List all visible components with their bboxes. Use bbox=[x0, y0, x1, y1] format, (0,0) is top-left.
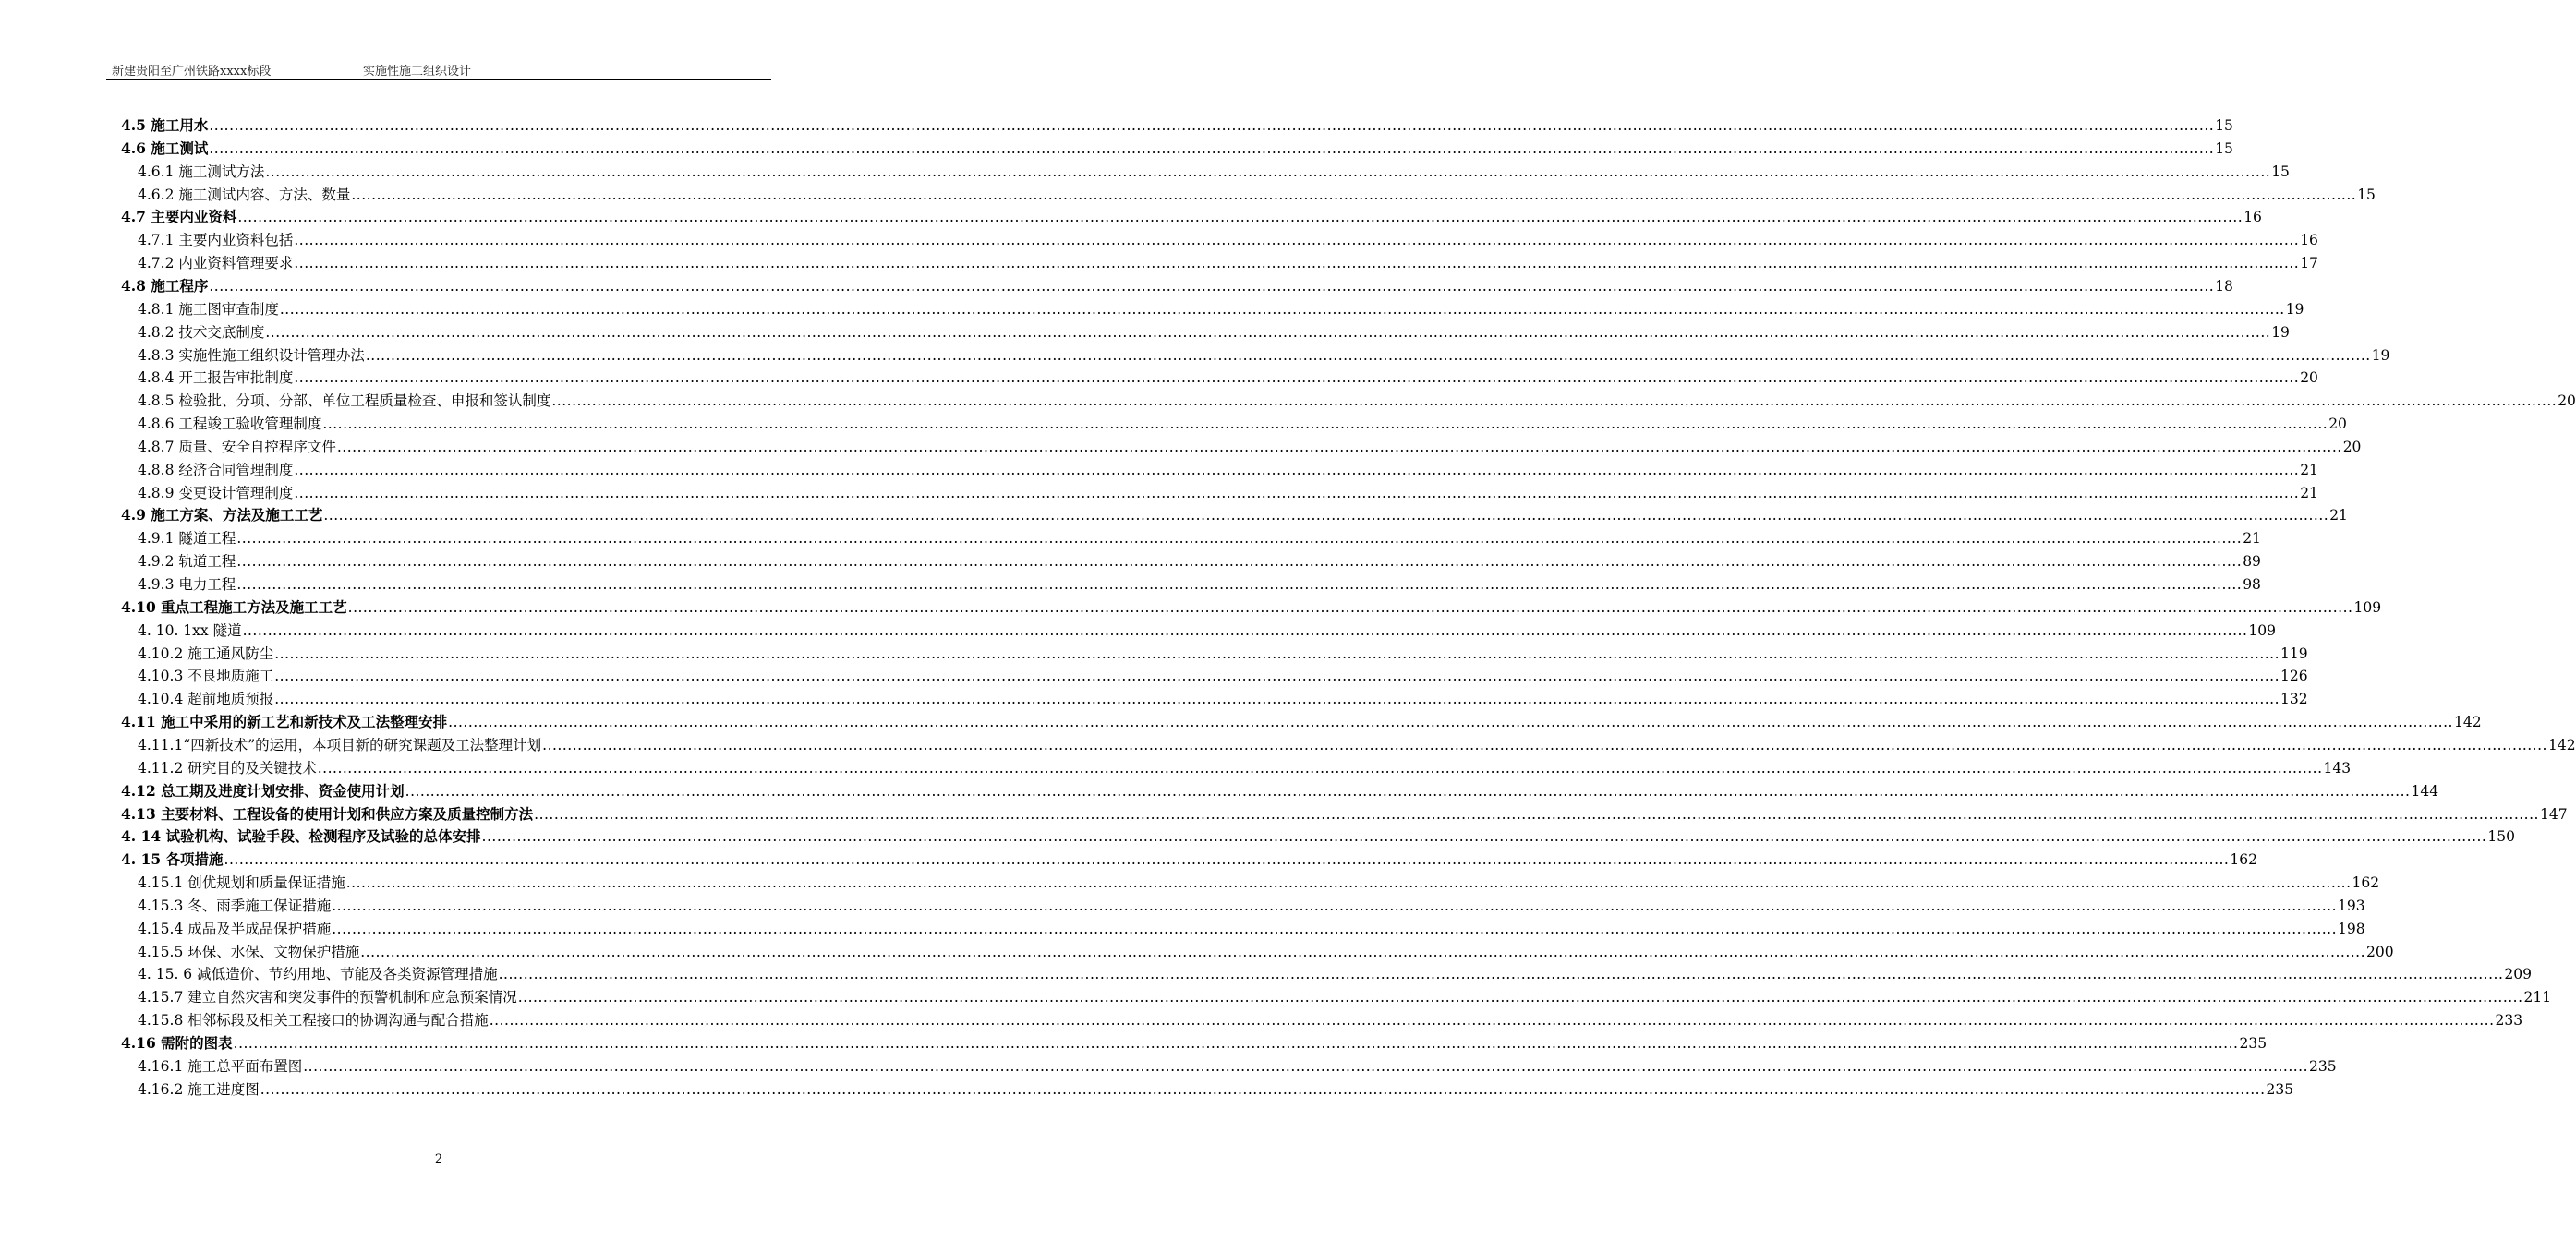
toc-entry-title: 4.11.2 研究目的及关键技术 bbox=[138, 760, 317, 777]
toc-entry-page: 162 bbox=[2230, 851, 2257, 868]
toc-entry[interactable] bbox=[138, 941, 2394, 963]
toc-entry-title: 4. 15 各项措施 bbox=[121, 850, 224, 868]
toc-leader-dots: ................................................................................................................................................................................................................................................................................................................................................................................................................ bbox=[236, 530, 2243, 547]
toc-entry-title: 4.7 主要内业资料 bbox=[121, 208, 237, 225]
toc-entry-page: 150 bbox=[2487, 828, 2515, 845]
header-document-title: 实施性施工组织设计 bbox=[363, 65, 472, 78]
toc-entry-page: 162 bbox=[2352, 874, 2380, 891]
toc-entry-title: 4.16.2 施工进度图 bbox=[138, 1081, 260, 1098]
toc-entry-page: 15 bbox=[2271, 163, 2290, 180]
toc-entry-title: 4.7.2 内业资料管理要求 bbox=[138, 255, 294, 271]
toc-leader-dots: ................................................................................................................................................................................................................................................................................................................................................................................................................ bbox=[224, 851, 2230, 868]
toc-entry[interactable] bbox=[138, 1009, 2523, 1031]
toc-entry[interactable] bbox=[121, 780, 2439, 802]
toc-entry-title: 4.16 需附的图表 bbox=[121, 1034, 233, 1052]
toc-leader-dots: ................................................................................................................................................................................................................................................................................................................................................................................................................ bbox=[534, 806, 2539, 823]
toc-entry[interactable] bbox=[121, 206, 2262, 228]
toc-leader-dots: ................................................................................................................................................................................................................................................................................................................................................................................................................ bbox=[265, 163, 2271, 180]
toc-entry-page: 16 bbox=[2300, 232, 2318, 248]
toc-entry-page: 209 bbox=[2504, 966, 2532, 982]
toc-leader-dots: ................................................................................................................................................................................................................................................................................................................................................................................................................ bbox=[233, 1035, 2239, 1052]
toc-entry-title: 4.12 总工期及进度计划安排、资金使用计划 bbox=[121, 782, 405, 800]
toc-entry-title: 4.8.8 经济合同管理制度 bbox=[138, 462, 294, 478]
toc-entry-page: 147 bbox=[2539, 806, 2568, 823]
toc-leader-dots: ................................................................................................................................................................................................................................................................................................................................................................................................................ bbox=[323, 507, 2329, 524]
toc-entry-title: 4.6.1 施工测试方法 bbox=[138, 163, 265, 180]
toc-entry[interactable] bbox=[121, 275, 2233, 297]
toc-leader-dots: ................................................................................................................................................................................................................................................................................................................................................................................................................ bbox=[294, 232, 2300, 248]
toc-leader-dots: ................................................................................................................................................................................................................................................................................................................................................................................................................ bbox=[498, 966, 2504, 982]
toc-entry-page: 144 bbox=[2411, 783, 2439, 800]
toc-leader-dots: ................................................................................................................................................................................................................................................................................................................................................................................................................ bbox=[274, 645, 2280, 662]
toc-entry-page: 21 bbox=[2300, 485, 2318, 501]
toc-entry[interactable] bbox=[121, 596, 2382, 619]
toc-entry[interactable] bbox=[121, 803, 2568, 825]
toc-leader-dots: ................................................................................................................................................................................................................................................................................................................................................................................................................ bbox=[242, 622, 2248, 639]
toc-entry-title: 4.6.2 施工测试内容、方法、数量 bbox=[138, 187, 351, 203]
toc-entry-title: 4.8.2 技术交底制度 bbox=[138, 324, 265, 341]
toc-entry[interactable] bbox=[138, 367, 2318, 389]
toc-entry-title: 4.15.3 冬、雨季施工保证措施 bbox=[138, 898, 332, 914]
toc-entry[interactable] bbox=[138, 665, 2308, 687]
toc-entry-page: 198 bbox=[2338, 921, 2365, 937]
toc-entry-page: 19 bbox=[2285, 301, 2304, 318]
toc-entry-title: 4.15.5 环保、水保、文物保护措施 bbox=[138, 944, 360, 960]
toc-leader-dots: ................................................................................................................................................................................................................................................................................................................................................................................................................ bbox=[279, 301, 2285, 318]
toc-entry[interactable] bbox=[138, 895, 2365, 917]
toc-entry-title: 4.11.1“四新技术”的运用，本项目新的研究课题及工法整理计划 bbox=[138, 737, 542, 753]
toc-entry-title: 4.10.2 施工通风防尘 bbox=[138, 645, 274, 662]
toc-entry[interactable] bbox=[138, 459, 2318, 481]
toc-entry-page: 15 bbox=[2215, 140, 2233, 157]
toc-entry-title: 4.15.7 建立自然灾害和突发事件的预警机制和应急预案情况 bbox=[138, 989, 517, 1006]
toc-entry[interactable] bbox=[138, 1055, 2337, 1078]
toc-leader-dots: ................................................................................................................................................................................................................................................................................................................................................................................................................ bbox=[209, 117, 2215, 134]
toc-entry[interactable] bbox=[138, 918, 2365, 940]
toc-entry-page: 126 bbox=[2280, 668, 2308, 684]
toc-leader-dots: ................................................................................................................................................................................................................................................................................................................................................................................................................ bbox=[322, 416, 2328, 432]
toc-entry-title: 4.10 重点工程施工方法及施工工艺 bbox=[121, 598, 347, 616]
toc-entry[interactable] bbox=[121, 849, 2257, 871]
toc-leader-dots: ................................................................................................................................................................................................................................................................................................................................................................................................................ bbox=[265, 324, 2271, 341]
toc-entry[interactable] bbox=[138, 1078, 2294, 1101]
toc-entry-title: 4.7.1 主要内业资料包括 bbox=[138, 232, 294, 248]
toc-leader-dots: ................................................................................................................................................................................................................................................................................................................................................................................................................ bbox=[317, 760, 2323, 777]
toc-entry[interactable] bbox=[138, 688, 2308, 710]
page-header bbox=[106, 57, 771, 80]
toc-entry-page: 109 bbox=[2353, 599, 2382, 616]
toc-entry-page: 18 bbox=[2215, 278, 2233, 295]
toc-entry-title: 4.8.4 开工报告审批制度 bbox=[138, 369, 294, 386]
toc-entry[interactable] bbox=[138, 757, 2352, 779]
toc-leader-dots: ................................................................................................................................................................................................................................................................................................................................................................................................................ bbox=[365, 347, 2371, 364]
toc-entry-page: 193 bbox=[2338, 898, 2365, 914]
toc-leader-dots: ................................................................................................................................................................................................................................................................................................................................................................................................................ bbox=[332, 898, 2338, 914]
toc-entry[interactable] bbox=[138, 321, 2290, 343]
toc-entry-title: 4.16.1 施工总平面布置图 bbox=[138, 1058, 303, 1075]
toc-entry-page: 235 bbox=[2239, 1035, 2268, 1052]
toc-entry[interactable] bbox=[121, 114, 2233, 137]
toc-entry[interactable] bbox=[138, 620, 2276, 642]
toc-entry-title: 4.15.1 创优规划和质量保证措施 bbox=[138, 874, 345, 891]
toc-entry[interactable] bbox=[121, 1032, 2268, 1054]
toc-entry-page: 142 bbox=[2453, 714, 2482, 730]
toc-leader-dots: ................................................................................................................................................................................................................................................................................................................................................................................................................ bbox=[209, 140, 2215, 157]
toc-entry[interactable] bbox=[138, 252, 2318, 274]
toc-entry-title: 4.8.3 实施性施工组织设计管理办法 bbox=[138, 347, 365, 364]
toc-entry-page: 109 bbox=[2248, 622, 2276, 639]
toc-entry-title: 4.8 施工程序 bbox=[121, 277, 209, 295]
toc-entry-title: 4.5 施工用水 bbox=[121, 116, 209, 134]
toc-entry-page: 20 bbox=[2558, 392, 2576, 409]
toc-entry-page: 16 bbox=[2243, 209, 2262, 225]
toc-entry-page: 20 bbox=[2300, 369, 2318, 386]
toc-entry-page: 89 bbox=[2243, 553, 2261, 570]
toc-entry-page: 211 bbox=[2523, 989, 2552, 1006]
toc-entry[interactable] bbox=[138, 229, 2318, 251]
toc-leader-dots: ................................................................................................................................................................................................................................................................................................................................................................................................................ bbox=[294, 369, 2300, 386]
toc-entry-title: 4.9 施工方案、方法及施工工艺 bbox=[121, 506, 323, 524]
toc-entry-page: 21 bbox=[2243, 530, 2261, 547]
toc-entry[interactable] bbox=[138, 184, 2376, 206]
toc-leader-dots: ................................................................................................................................................................................................................................................................................................................................................................................................................ bbox=[274, 668, 2280, 684]
toc-leader-dots: ................................................................................................................................................................................................................................................................................................................................................................................................................ bbox=[303, 1058, 2309, 1075]
toc-entry-title: 4. 14 试验机构、试验手段、检测程序及试验的总体安排 bbox=[121, 827, 481, 845]
toc-leader-dots: ................................................................................................................................................................................................................................................................................................................................................................................................................ bbox=[332, 921, 2338, 937]
toc-entry[interactable] bbox=[138, 963, 2532, 985]
toc-entry-page: 15 bbox=[2215, 117, 2233, 134]
toc-entry-title: 4.8.6 工程竣工验收管理制度 bbox=[138, 416, 322, 432]
toc-entry[interactable] bbox=[138, 161, 2290, 183]
toc-entry-page: 98 bbox=[2243, 576, 2261, 593]
toc-leader-dots: ................................................................................................................................................................................................................................................................................................................................................................................................................ bbox=[237, 209, 2243, 225]
toc-entry-title: 4.10.3 不良地质施工 bbox=[138, 668, 274, 684]
toc-entry-title: 4.6 施工测试 bbox=[121, 139, 209, 157]
toc-entry-title: 4. 15. 6 减低造价、节约用地、节能及各类资源管理措施 bbox=[138, 966, 498, 982]
toc-entry[interactable] bbox=[138, 436, 2362, 458]
toc-entry-page: 235 bbox=[2309, 1058, 2337, 1075]
toc-entry-title: 4.15.4 成品及半成品保护措施 bbox=[138, 921, 332, 937]
toc-entry-page: 17 bbox=[2300, 255, 2318, 271]
toc-entry-page: 233 bbox=[2495, 1012, 2523, 1029]
toc-leader-dots: ................................................................................................................................................................................................................................................................................................................................................................................................................ bbox=[347, 599, 2353, 616]
toc-entry-page: 19 bbox=[2271, 324, 2290, 341]
toc-leader-dots: ................................................................................................................................................................................................................................................................................................................................................................................................................ bbox=[551, 392, 2558, 409]
toc-entry-page: 21 bbox=[2329, 507, 2348, 524]
toc-leader-dots: ................................................................................................................................................................................................................................................................................................................................................................................................................ bbox=[236, 576, 2243, 593]
toc-leader-dots: ................................................................................................................................................................................................................................................................................................................................................................................................................ bbox=[351, 187, 2357, 203]
toc-entry-title: 4.10.4 超前地质预报 bbox=[138, 691, 274, 707]
toc-entry[interactable] bbox=[121, 504, 2348, 526]
toc-entry-title: 4.8.9 变更设计管理制度 bbox=[138, 485, 294, 501]
toc-entry-page: 19 bbox=[2371, 347, 2390, 364]
toc-leader-dots: ................................................................................................................................................................................................................................................................................................................................................................................................................ bbox=[448, 714, 2453, 730]
toc-leader-dots: ................................................................................................................................................................................................................................................................................................................................................................................................................ bbox=[345, 874, 2352, 891]
toc-entry[interactable] bbox=[138, 390, 2576, 412]
toc-entry-page: 119 bbox=[2280, 645, 2308, 662]
toc-entry-page: 132 bbox=[2280, 691, 2308, 707]
toc-entry-title: 4.9.2 轨道工程 bbox=[138, 553, 236, 570]
toc-entry[interactable] bbox=[138, 298, 2304, 320]
toc-leader-dots: ................................................................................................................................................................................................................................................................................................................................................................................................................ bbox=[274, 691, 2280, 707]
toc-leader-dots: ................................................................................................................................................................................................................................................................................................................................................................................................................ bbox=[336, 439, 2342, 455]
toc-leader-dots: ................................................................................................................................................................................................................................................................................................................................................................................................................ bbox=[260, 1081, 2266, 1098]
page-number: 2 bbox=[434, 1152, 443, 1166]
toc-entry-page: 143 bbox=[2323, 760, 2352, 777]
toc-leader-dots: ................................................................................................................................................................................................................................................................................................................................................................................................................ bbox=[542, 737, 2547, 753]
toc-entry[interactable] bbox=[121, 825, 2515, 848]
toc-entry-title: 4.13 主要材料、工程设备的使用计划和供应方案及质量控制方法 bbox=[121, 805, 534, 823]
toc-entry[interactable] bbox=[138, 734, 2576, 756]
toc-entry-page: 142 bbox=[2547, 737, 2576, 753]
toc-entry-page: 21 bbox=[2300, 462, 2318, 478]
toc-leader-dots: ................................................................................................................................................................................................................................................................................................................................................................................................................ bbox=[294, 485, 2300, 501]
toc-leader-dots: ................................................................................................................................................................................................................................................................................................................................................................................................................ bbox=[360, 944, 2366, 960]
toc-entry-title: 4.11 施工中采用的新工艺和新技术及工法整理安排 bbox=[121, 713, 448, 730]
toc-entry-page: 15 bbox=[2357, 187, 2376, 203]
toc-entry-title: 4.9.1 隧道工程 bbox=[138, 530, 236, 547]
toc-entry[interactable] bbox=[138, 344, 2390, 367]
toc-entry[interactable] bbox=[121, 711, 2482, 733]
toc-entry[interactable] bbox=[138, 482, 2318, 504]
toc-leader-dots: ................................................................................................................................................................................................................................................................................................................................................................................................................ bbox=[489, 1012, 2495, 1029]
toc-entry[interactable] bbox=[138, 573, 2261, 596]
toc-leader-dots: ................................................................................................................................................................................................................................................................................................................................................................................................................ bbox=[209, 278, 2215, 295]
toc-entry-page: 200 bbox=[2366, 944, 2394, 960]
toc-entry[interactable] bbox=[138, 643, 2308, 665]
toc-entry[interactable] bbox=[138, 413, 2347, 435]
toc-leader-dots: ................................................................................................................................................................................................................................................................................................................................................................................................................ bbox=[481, 828, 2487, 845]
toc-entry-title: 4.9.3 电力工程 bbox=[138, 576, 236, 593]
toc-entry-title: 4.8.5 检验批、分项、分部、单位工程质量检查、申报和签认制度 bbox=[138, 392, 551, 409]
toc-entry[interactable] bbox=[121, 138, 2233, 160]
toc-entry-title: 4.15.8 相邻标段及相关工程接口的协调沟通与配合措施 bbox=[138, 1012, 489, 1029]
toc-entry[interactable] bbox=[138, 986, 2552, 1008]
toc-entry-title: 4.8.1 施工图审查制度 bbox=[138, 301, 279, 318]
header-project-name: 新建贵阳至广州铁路xxxx标段 bbox=[112, 65, 272, 78]
toc-entry[interactable] bbox=[138, 550, 2261, 572]
toc-entry[interactable] bbox=[138, 872, 2380, 894]
toc-leader-dots: ................................................................................................................................................................................................................................................................................................................................................................................................................ bbox=[236, 553, 2243, 570]
toc-leader-dots: ................................................................................................................................................................................................................................................................................................................................................................................................................ bbox=[294, 255, 2300, 271]
toc-leader-dots: ................................................................................................................................................................................................................................................................................................................................................................................................................ bbox=[294, 462, 2300, 478]
toc-entry[interactable] bbox=[138, 527, 2261, 549]
toc-leader-dots: ................................................................................................................................................................................................................................................................................................................................................................................................................ bbox=[517, 989, 2523, 1006]
toc-entry-page: 235 bbox=[2266, 1081, 2294, 1098]
toc-leader-dots: ................................................................................................................................................................................................................................................................................................................................................................................................................ bbox=[405, 783, 2411, 800]
toc-entry-title: 4.8.7 质量、安全自控程序文件 bbox=[138, 439, 336, 455]
toc-entry-page: 20 bbox=[2342, 439, 2362, 455]
toc-entry-title: 4. 10. 1xx 隧道 bbox=[138, 622, 242, 639]
toc-entry-page: 20 bbox=[2328, 416, 2347, 432]
